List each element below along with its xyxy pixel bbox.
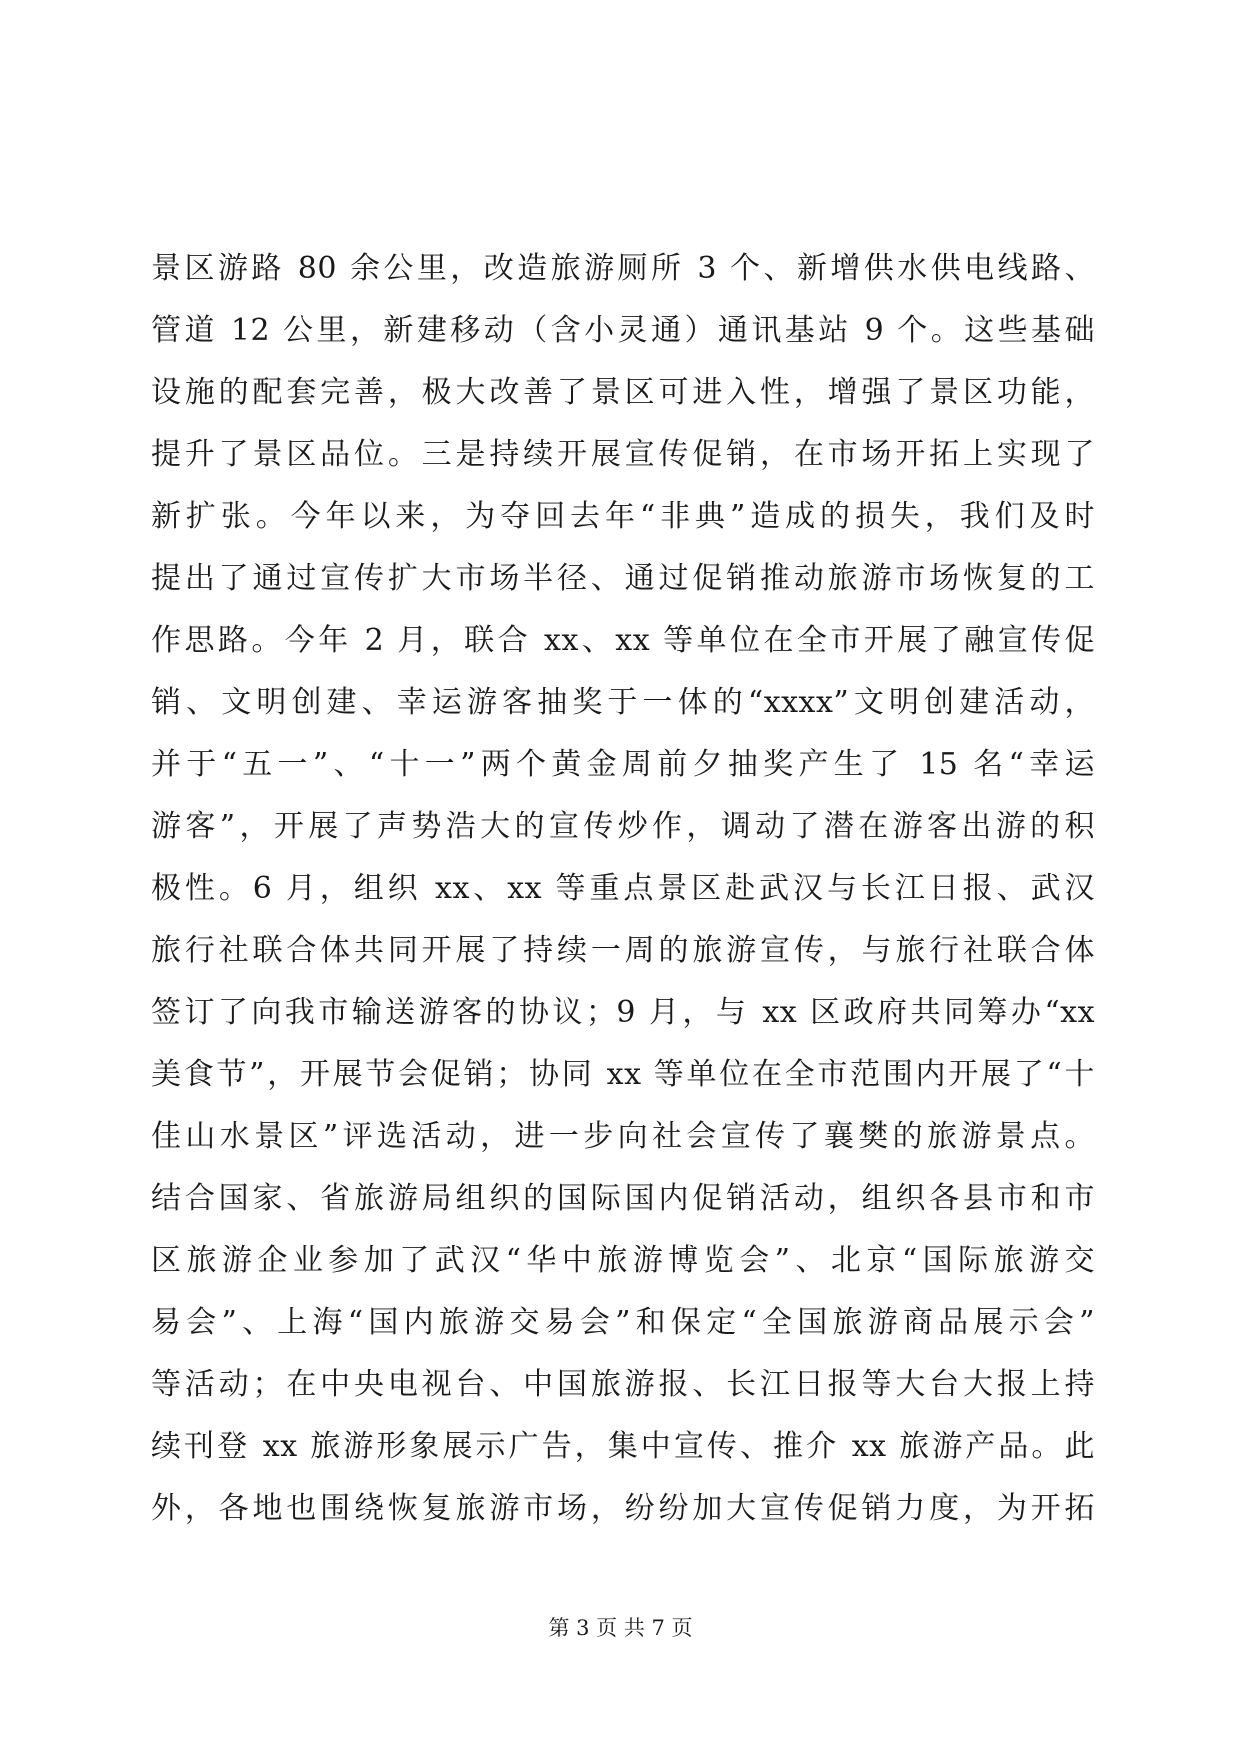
text-line: 等活动；在中央电视台、中国旅游报、长江日报等大台大报上持 <box>151 1367 1095 1402</box>
text-line: 易会”、上海“国内旅游交易会”和保定“全国旅游商品展示会” <box>151 1305 1095 1340</box>
text-line: 结合国家、省旅游局组织的国际国内促销活动，组织各县市和市 <box>151 1181 1095 1216</box>
text-line: 管道 12 公里，新建移动（含小灵通）通讯基站 9 个。这些基础 <box>151 313 1095 348</box>
text-line: 续刊登 xx 旅游形象展示广告，集中宣传、推介 xx 旅游产品。此 <box>151 1429 1095 1464</box>
text-line: 美食节”，开展节会促销；协同 xx 等单位在全市范围内开展了“十 <box>151 1057 1095 1092</box>
text-line: 作思路。今年 2 月，联合 xx、xx 等单位在全市开展了融宣传促 <box>151 623 1095 658</box>
text-line: 景区游路 80 余公里，改造旅游厕所 3 个、新增供水供电线路、 <box>151 251 1095 286</box>
text-line: 新扩张。今年以来，为夺回去年“非典”造成的损失，我们及时 <box>151 499 1095 534</box>
text-line: 游客”，开展了声势浩大的宣传炒作，调动了潜在游客出游的积 <box>151 809 1095 844</box>
text-line: 并于“五一”、“十一”两个黄金周前夕抽奖产生了 15 名“幸运 <box>151 747 1095 782</box>
text-line: 区旅游企业参加了武汉“华中旅游博览会”、北京“国际旅游交 <box>151 1243 1095 1278</box>
text-line: 提升了景区品位。三是持续开展宣传促销，在市场开拓上实现了 <box>151 437 1095 472</box>
text-line: 佳山水景区”评选活动，进一步向社会宣传了襄樊的旅游景点。 <box>151 1119 1095 1154</box>
text-line: 设施的配套完善，极大改善了景区可进入性，增强了景区功能， <box>151 375 1095 410</box>
text-line: 极性。6 月，组织 xx、xx 等重点景区赴武汉与长江日报、武汉 <box>151 871 1095 906</box>
text-line: 销、文明创建、幸运游客抽奖于一体的“xxxx”文明创建活动， <box>151 685 1095 720</box>
text-line: 旅行社联合体共同开展了持续一周的旅游宣传，与旅行社联合体 <box>151 933 1095 968</box>
text-line: 外，各地也围绕恢复旅游市场，纷纷加大宣传促销力度，为开拓 <box>151 1491 1095 1526</box>
text-line: 签订了向我市输送游客的协议；9 月，与 xx 区政府共同筹办“xx <box>151 995 1095 1030</box>
body-paragraph <box>151 238 1095 1540</box>
page-number-footer: 第 3 页 共 7 页 <box>548 1616 693 1640</box>
text-line: 提出了通过宣传扩大市场半径、通过促销推动旅游市场恢复的工 <box>151 561 1095 596</box>
